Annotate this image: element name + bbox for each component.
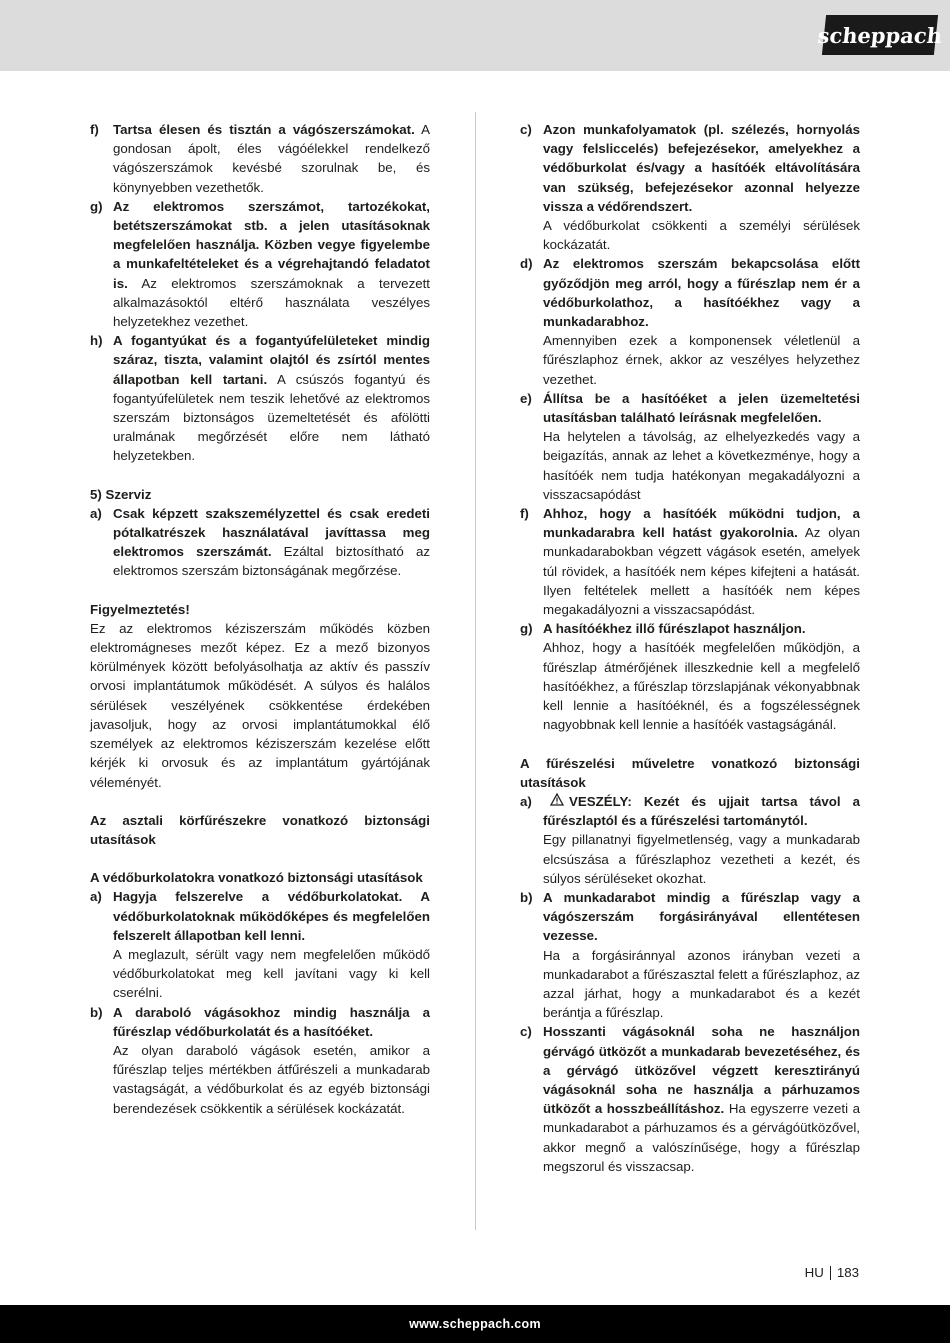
- list-marker: c): [520, 1024, 532, 1040]
- item-text: Ahhoz, hogy a hasítóék megfelelően működjön, a fűrészlap átmérőjének illeszkednie kell a megfelelő hasítóékhez, a fűrészlap törzslapjának vékonyabbnak kell lennie a hasítóéknél, és a fogszélességnek nagyobbnak kell lennie a hasítóék vastagságánál.: [543, 640, 860, 733]
- item-heading: VESZÉLY: Kezét és ujjait tartsa távol a fűrészlaptól és a fűrészelési tartománytól.: [543, 793, 860, 829]
- list-marker: a): [90, 505, 102, 521]
- list-item-saw-c: [520, 1022, 860, 1176]
- item-heading: A munkadarabot mindig a fűrészlap vagy a vágószerszám forgásirányával ellentétesen vezesse.: [543, 889, 860, 944]
- list-item-saw-a: [520, 792, 860, 888]
- item-heading: Azon munkafolyamatok (pl. szélezés, hornyolás vagy felsliccelés) befejezésekor, amelyekhez a védőburkolat és/vagy a hasítóék eltávolítására van szükség, befejezésekor azonnal helyezze vissza a védőrendszert.: [543, 122, 860, 214]
- footer-bar: [0, 1305, 950, 1343]
- list-item-d: [520, 254, 860, 388]
- list-marker: h): [90, 333, 103, 349]
- footer-url: www.scheppach.com: [409, 1317, 541, 1331]
- header-bar: [0, 0, 950, 71]
- list-marker: c): [520, 122, 532, 137]
- item-text: Az elektromos szerszámoknak a tervezett alkalmazásoktól eltérő használata veszélyes helyzetekhez vezethet.: [113, 275, 430, 330]
- page-number-value: 183: [836, 1265, 859, 1280]
- list-item-f-right: [520, 504, 860, 619]
- list-item-f: [90, 120, 430, 197]
- warning-title: Figyelmeztetés!: [90, 601, 190, 617]
- item-text: Az olyan munkadarabokban végzett vágások esetén, amelyek túl rövidek, a hasítóék nem képes kifejteni a hatását. Ilyen feltételek mellett a hasítóék nem képes megakadályozni a visszacsapódást.: [543, 525, 860, 618]
- item-text: A meglazult, sérült vagy nem megfelelően működő védőburkolatokat meg kell javítani vagy ki kell cserélni.: [113, 946, 430, 1001]
- list-item-g: [90, 197, 430, 331]
- list-marker: b): [90, 1004, 103, 1020]
- list-marker: e): [520, 390, 532, 406]
- list-item-guard-b: [90, 1003, 430, 1118]
- page-language: HU: [804, 1265, 824, 1280]
- list-item-service-a: [90, 504, 430, 581]
- list-marker: f): [520, 506, 529, 522]
- item-heading: Ahhoz, hogy a hasítóék működni tudjon, a munkadarabra kell hatást gyakorolnia.: [543, 506, 860, 541]
- list-item-guard-a: [90, 887, 430, 1002]
- list-item-c: [520, 120, 860, 254]
- warning-triangle-icon: [549, 792, 565, 811]
- list-item-h: [90, 331, 430, 465]
- item-heading: A hasítóékhez illő fűrészlapot használjon.: [543, 621, 806, 637]
- item-text: Ha egyszerre vezeti a munkadarabot a párhuzamos és a gérvágóütközővel, akkor megnő a valószínűsége, hogy a fűrészlap megszorul és visszacsap.: [543, 1101, 860, 1174]
- section-title-guards: A védőburkolatokra vonatkozó biztonsági utasítások: [90, 870, 423, 886]
- item-text: A csúszós fogantyú és fogantyúfelületek nem teszik lehetővé az elektromos szerszám biztonságos üzemeltetését és afölötti uralmának megőrzését előre nem látható helyzetekben.: [113, 371, 430, 464]
- item-heading: Állítsa be a hasítóéket a jelen üzemeltetési utasításban található leírásnak megfelelően.: [543, 390, 860, 426]
- item-text: A gondosan ápolt, éles vágóélekkel rendelkező vágószerszámok kevésbé szorulnak be, és könynyebben vezethetők.: [113, 122, 430, 195]
- list-marker: b): [520, 889, 533, 905]
- item-text: Egy pillanatnyi figyelmetlenség, vagy a munkadarab elcsúszása a fűrészlaphoz vezetheti a kezét, és súlyos sérüléseket okozhat.: [543, 832, 860, 886]
- item-heading: Az elektromos szerszámot, tartozékokat, betétszerszámokat stb. a jelen utasításoknak megfelelően használja. Közben vegye figyelembe a munkafeltételeket és a végrehajtandó feladatot is.: [113, 198, 430, 291]
- item-heading: Hosszanti vágásoknál soha ne használjon gérvágó ütközőt a munkadarab bevezetéséhez, és a gérvágó ütközővel végzett keresztirányú vágásoknál soha ne használja a párhuzamos ütközőt a hosszbeállításhoz.: [543, 1024, 860, 1117]
- section-title-sawing: A fűrészelési műveletre vonatkozó biztonsági utasítások: [520, 755, 860, 790]
- item-text: Ha helytelen a távolság, az elhelyezkedés vagy a beigazítás, annak az lehet a következménye, hogy a hasítóék nem tudja hatékonyan megakadályozni a visszacsapódást: [543, 429, 860, 502]
- section-title-service: 5) Szerviz: [90, 486, 152, 502]
- left-column: [90, 120, 430, 1118]
- list-marker: f): [90, 122, 99, 137]
- list-item-e: [520, 389, 860, 504]
- item-text: Az olyan daraboló vágások esetén, amikor a fűrészlap teljes mértékben átfűrészeli a munkadarab vastagságát, a védőburkolat és az egyéb biztonsági berendezések csökkentik a sérülések kockázatát.: [113, 1042, 430, 1116]
- item-heading: Az elektromos szerszám bekapcsolása előtt győződjön meg arról, hogy a fűrészlap nem ér a védőburkolathoz, a hasítóékhez vagy a munkadarabhoz.: [543, 256, 860, 330]
- item-text: Amennyiben ezek a komponensek véletlenül a fűrészlaphoz érnek, akkor az veszélyes helyzethez vezethet.: [543, 333, 860, 387]
- item-heading: Hagyja felszerelve a védőburkolatokat. A védőburkolatoknak működőképes és megfelelően felszerelt állapotban kell lenni.: [113, 889, 430, 943]
- brand-logo-text: scheppach: [816, 22, 944, 48]
- page-number-separator: [830, 1266, 831, 1280]
- list-marker: g): [90, 198, 103, 214]
- list-marker: d): [520, 256, 533, 272]
- list-marker: a): [90, 889, 102, 905]
- item-heading: Csak képzett szakszemélyzettel és csak eredeti pótalkatrészek használatával javíttassa meg elektromos szerszámát.: [113, 505, 430, 560]
- item-heading: A daraboló vágásokhoz mindig használja a fűrészlap védőburkolatát és a hasítóéket.: [113, 1004, 430, 1039]
- page-number: [805, 1265, 859, 1280]
- list-item-g-right: [520, 619, 860, 734]
- item-text: A védőburkolat csökkenti a személyi sérülések kockázatát.: [543, 218, 860, 253]
- item-text: Ezáltal biztosítható az elektromos szerszám biztonságának megőrzése.: [113, 544, 430, 579]
- list-item-saw-b: [520, 888, 860, 1022]
- item-heading: Tartsa élesen és tisztán a vágószerszámokat.: [113, 122, 415, 137]
- list-marker: g): [520, 621, 533, 637]
- brand-logo: [816, 15, 944, 55]
- warning-text: Ez az elektromos kéziszerszám működés közben elektromágneses mezőt képez. Ez a mező bizonyos körülmények között befolyásolhatja az aktív és passzív orvosi implantátumok működését. A súlyos és halálos sérülések veszélyének csökkentése érdekében javasoljuk, hogy az orvosi implantátumokkal élő személyek az elektromos kéziszerszám kezelése előtt kérjék ki orvosuk és az implantátum gyártójának véleményét.: [90, 620, 430, 790]
- item-heading: A fogantyúkat és a fogantyúfelületeket mindig száraz, tiszta, valamint olajtól és zsírtól mentes állapotban kell tartani.: [113, 333, 430, 387]
- list-marker: a): [520, 793, 532, 809]
- item-text: Ha a forgásiránnyal azonos irányban vezeti a munkadarabot a fűrészasztal felett a fűrészlaphoz, az azzal járhat, hogy a munkadarabot és a kezét berántja a fűrészlap.: [543, 947, 860, 1021]
- section-title-table-saw: Az asztali körfűrészekre vonatkozó biztonsági utasítások: [90, 812, 430, 847]
- right-column: [520, 120, 860, 1176]
- column-divider: [475, 112, 476, 1230]
